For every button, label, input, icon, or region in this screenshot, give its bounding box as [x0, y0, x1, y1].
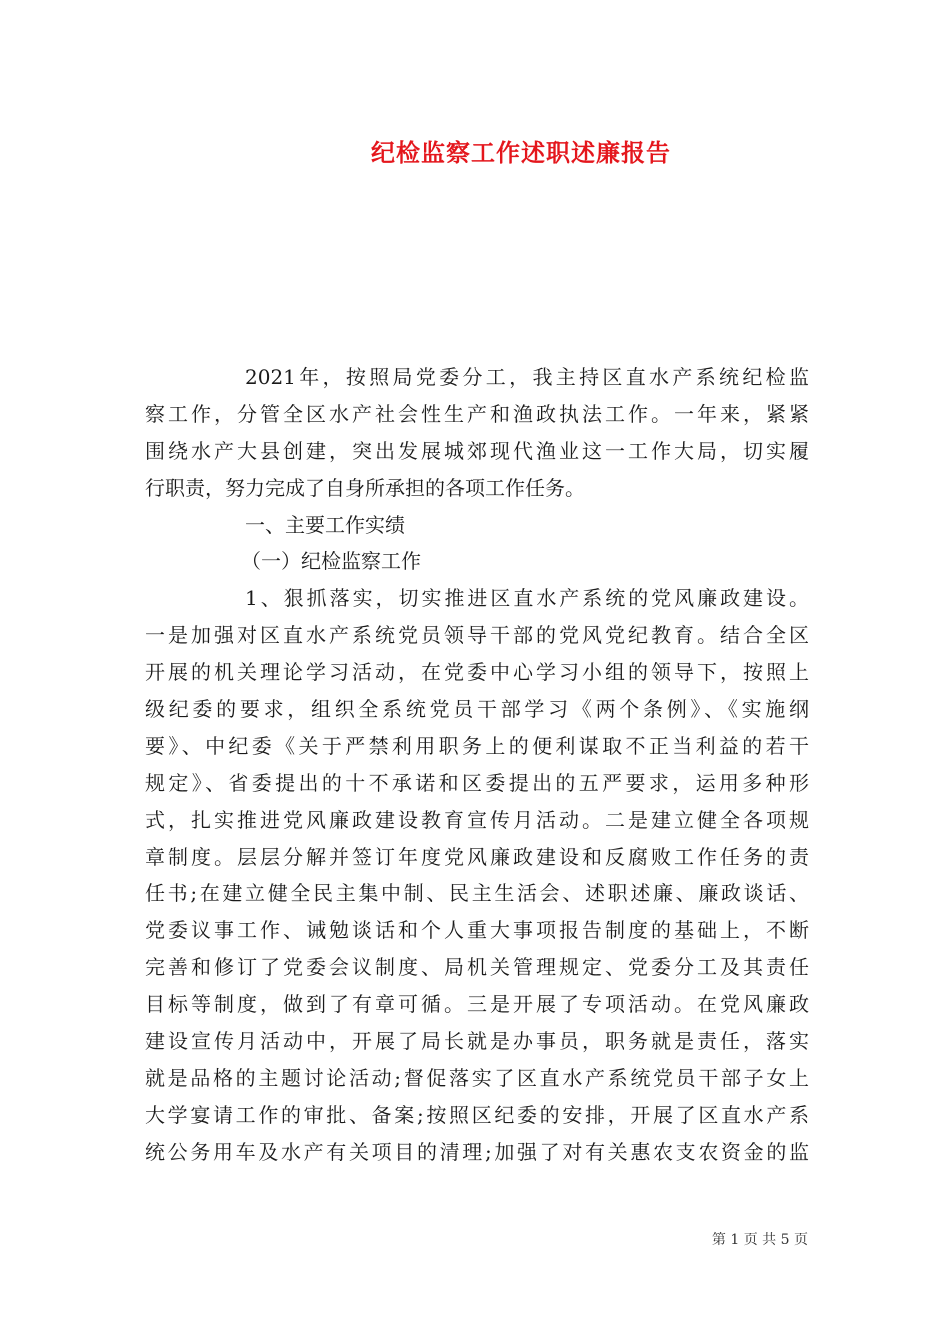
page-number: 第 1 页 共 5 页: [711, 1232, 808, 1248]
paragraph-line: 建设宣传月活动中，开展了局长就是办事员，职务就是责任，落实: [145, 1029, 809, 1054]
paragraph-line: 目标等制度，做到了有章可循。三是开展了专项活动。在党风廉政: [145, 992, 809, 1017]
document-title: 纪检监察工作述职述廉报告: [371, 138, 671, 167]
paragraph-line: 党委议事工作、诫勉谈话和个人重大事项报告制度的基础上，不断: [145, 918, 809, 943]
paragraph-line: 任书;在建立健全民主集中制、民主生活会、述职述廉、廉政谈话、: [145, 881, 809, 906]
paragraph-line: 行职责，努力完成了自身所承担的各项工作任务。: [145, 475, 585, 500]
paragraph-line: 统公务用车及水产有关项目的清理;加强了对有关惠农支农资金的监: [145, 1139, 809, 1164]
paragraph-line: 围绕水产大县创建，突出发展城郊现代渔业这一工作大局，切实履: [145, 438, 809, 463]
paragraph-line: 章制度。层层分解并签订年度党风廉政建设和反腐败工作任务的责: [145, 844, 809, 869]
paragraph-line: 2021年，按照局党委分工，我主持区直水产系统纪检监: [245, 365, 809, 389]
document-body: [145, 359, 809, 1171]
paragraph-line: 完善和修订了党委会议制度、局机关管理规定、党委分工及其责任: [145, 955, 809, 980]
paragraph-line: 级纪委的要求，组织全系统党员干部学习《两个条例》、《实施纲: [145, 697, 809, 722]
paragraph-line: 一是加强对区直水产系统党员领导干部的党风党纪教育。结合全区: [145, 623, 809, 648]
paragraph-line: 规定》、省委提出的十不承诺和区委提出的五严要求，运用多种形: [145, 770, 809, 795]
paragraph-line: 要》、中纪委《关于严禁利用职务上的便利谋取不正当利益的若干: [145, 733, 809, 758]
paragraph-line: 式，扎实推进党风廉政建设教育宣传月活动。二是建立健全各项规: [145, 807, 809, 832]
paragraph-line: 就是品格的主题讨论活动;督促落实了区直水产系统党员干部子女上: [145, 1065, 809, 1090]
paragraph-line: 大学宴请工作的审批、备案;按照区纪委的安排，开展了区直水产系: [145, 1102, 809, 1127]
paragraph-line: 1、狠抓落实，切实推进区直水产系统的党风廉政建设。: [245, 586, 809, 611]
paragraph-line: 察工作，分管全区水产社会性生产和渔政执法工作。一年来，紧紧: [145, 401, 809, 426]
subsection-heading: （一）纪检监察工作: [241, 549, 421, 574]
paragraph-line: 开展的机关理论学习活动，在党委中心学习小组的领导下，按照上: [145, 660, 809, 685]
section-heading: 一、主要工作实绩: [245, 512, 405, 537]
